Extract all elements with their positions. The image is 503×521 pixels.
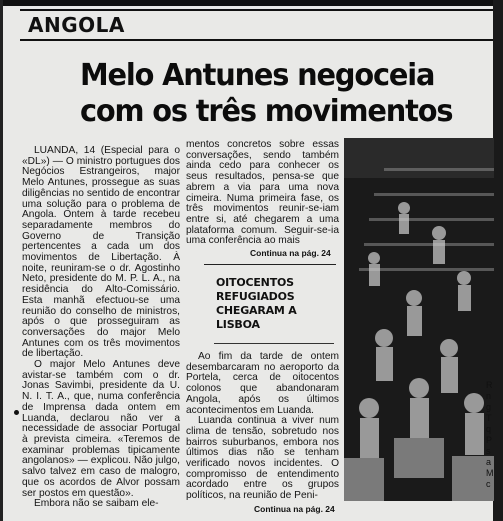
article-paragraph: O major Melo Antunes deve avistar-se também com o dr. Jonas Savimbi, presidente da U. N. I. T. A., que, numa conferência de Imprensa dada ontem em Luanda, declarou não ver a necessidade de associar Portugal à prevista cimeira. «Teremos de examinar problemas tipicamente angolanos» — explicou. Não julgo, salvo talvez em caso de malogro, que os acordos de Alvor possam ser postos em questão». xyxy=(22,359,180,499)
article-paragraph: Embora não se saibam ele- xyxy=(34,498,159,510)
sidebar-subhead: OITOCENTOS REFUGIADOS CHEGARAM A LISBOA xyxy=(216,276,297,331)
article-column-2 xyxy=(186,140,339,247)
sidebar-paragraph: Luanda continua a viver num clima de tensão, sobretudo nos bairros suburbanos, embora nos últimos dias não se tenham verificado novos incidentes. O compromisso de entendimento acordado entre os grupos políticos, na reunião de Peni- xyxy=(186,415,339,502)
headline-line-1: Melo Antunes negoceia xyxy=(80,58,435,93)
section-header xyxy=(20,9,493,41)
photo-image xyxy=(344,138,494,501)
article-paragraph: LUANDA, 14 (Especial para o «DL») — O ministro portugues dos Negócios Estrangeiros, major Melo Antunes, prossegue as suas diligências no sentido de encontrar uma solução para o problema de Angola. Ontem à tarde recebeu separadamente membros do Governo de Transição pertencentes a cada um dos movimentos de Libertação. À noite, reuniram-se o dr. Agostinho Neto, presidente do M. P. L. A., na residência do Alto-Comissário. Esta manhã efectuou-se uma reunião do conselho de ministros, após o que prosseguiram as conversações do major Melo Antunes com os três movimentos de libertação. xyxy=(22,145,180,360)
sidebar-paragraph: Ao fim da tarde de ontem desembarcaram no aeroporto da Portela, cerca de oitocentos colonos que abandonaram Angola, após os últimos acontecimentos em Luanda. xyxy=(186,351,339,416)
sidebar-subhead-rule xyxy=(214,343,334,344)
page-right-edge xyxy=(493,0,503,521)
sidebar-top-rule xyxy=(204,264,336,265)
column-bullet xyxy=(14,410,19,415)
margin-clipped-text: R n g T q P s a M c xyxy=(486,380,494,489)
sidebar-column xyxy=(186,352,339,502)
refugees-photo xyxy=(344,138,494,501)
section-label: ANGOLA xyxy=(28,13,125,37)
continued-note-sidebar: Continua na pág. 24 xyxy=(254,504,335,514)
article-paragraph: mentos concretos sobre essas conversações, sendo também ainda cedo para conhecer os seus resultados, pensa-se que abrem a via para uma nova cimeira. Numa primeira fase, os três movimentos reunir-se-iam entre si, até chegarem a uma plataforma comum. Seguir-se-ia uma conferência ao mais xyxy=(186,139,339,247)
headline-line-2: com os três movimentos xyxy=(80,94,453,129)
article-column-1 xyxy=(22,146,180,510)
page-top-edge xyxy=(0,0,503,6)
page-left-edge xyxy=(0,0,3,521)
headline xyxy=(80,58,464,130)
continued-note: Continua na pág. 24 xyxy=(250,248,331,258)
